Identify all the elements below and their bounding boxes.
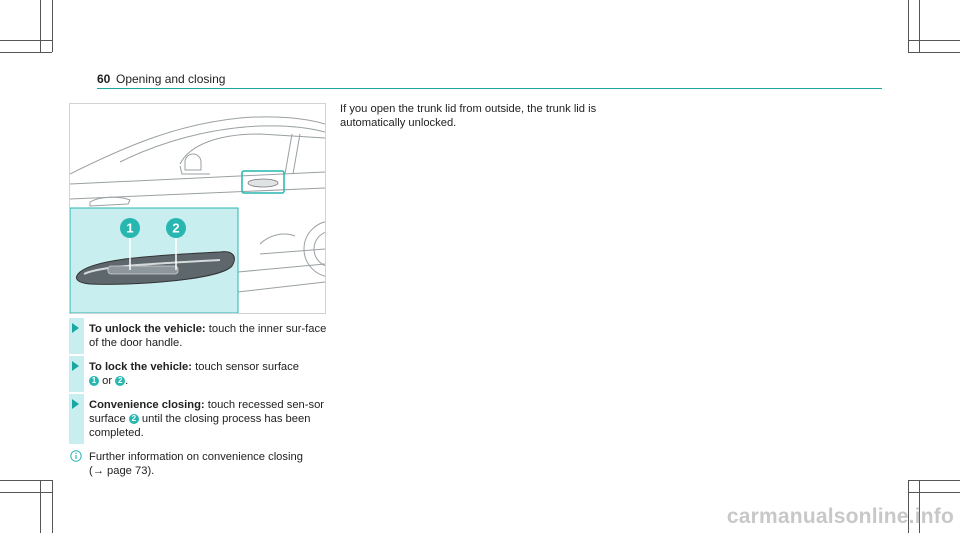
crop-mark <box>919 0 920 52</box>
door-handle-illustration <box>69 103 326 314</box>
crop-mark <box>0 492 52 493</box>
crop-mark <box>908 40 960 41</box>
step-label: To lock the vehicle: <box>89 361 192 373</box>
crop-mark <box>40 480 41 533</box>
step-text: until the closing process has been completed. <box>89 413 311 439</box>
crop-mark <box>908 52 960 53</box>
step-text: touch the inner sur-face of the door handle. <box>89 323 327 349</box>
callout-2: 2 <box>172 220 180 236</box>
page-number: 60 <box>97 72 111 86</box>
crop-mark <box>908 492 960 493</box>
crop-mark <box>908 0 909 52</box>
watermark: carmanualsonline.info <box>726 505 954 528</box>
instruction-list <box>69 322 329 478</box>
arrow-icon <box>72 361 79 371</box>
reference-number: 2 <box>115 376 125 386</box>
page-header-title: Opening and closing <box>116 72 226 86</box>
step-label: Convenience closing: <box>89 399 205 411</box>
header-rule <box>97 88 882 89</box>
reference-number: 2 <box>129 414 139 424</box>
step-convenience-closing <box>69 398 329 440</box>
trunk-note: If you open the trunk lid from outside, the trunk lid is automatically unlocked. <box>340 103 597 129</box>
arrow-icon <box>72 323 79 333</box>
crop-mark <box>908 480 960 481</box>
reference-number: 1 <box>89 376 99 386</box>
crop-mark <box>0 40 52 41</box>
crop-mark <box>52 480 53 533</box>
arrow-icon <box>72 399 79 409</box>
step-text: touch recessed sen-sor surface <box>89 399 325 425</box>
step-lock <box>69 360 329 388</box>
step-unlock <box>69 322 329 350</box>
step-text: . <box>125 375 129 387</box>
crop-mark <box>0 52 52 53</box>
info-note <box>69 450 329 478</box>
step-text: touch sensor surface <box>195 361 299 373</box>
crop-mark <box>40 0 41 52</box>
step-label: To unlock the vehicle: <box>89 323 206 335</box>
crop-mark <box>0 480 52 481</box>
info-icon <box>70 450 82 462</box>
crop-mark <box>52 0 53 52</box>
step-text: or <box>102 375 113 387</box>
info-text: Further information on convenience closing <box>89 451 303 463</box>
callout-1: 1 <box>126 220 134 236</box>
page-reference-link[interactable]: (→ page 73). <box>89 465 155 477</box>
